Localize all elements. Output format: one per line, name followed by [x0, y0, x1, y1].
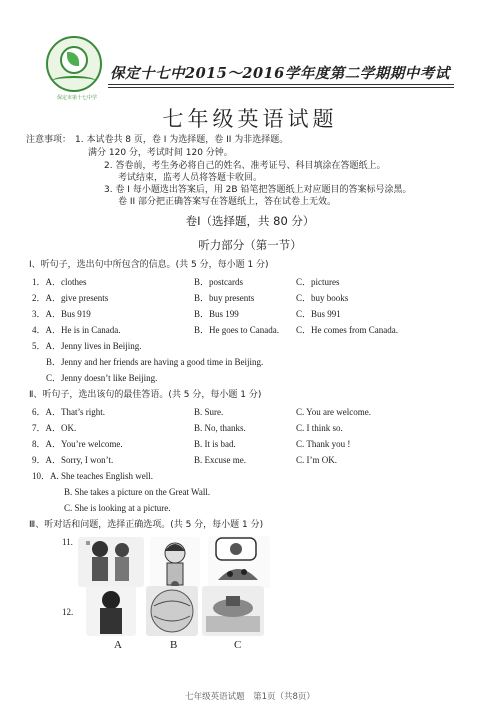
- q12-label-a: A: [114, 639, 122, 651]
- q8-option-c: C. Thank you !: [296, 439, 351, 449]
- q7-option-c: C. I think so.: [296, 423, 343, 433]
- q9-option-c: C. I’m OK.: [296, 455, 337, 465]
- school-exam-header: 保定十七中2015～2016学年度第二学期期中考试: [110, 65, 450, 82]
- note-1: 1. 本试卷共 8 页，卷 I 为选择题，卷 II 为非选择题。: [75, 135, 289, 145]
- q11-image-c: [208, 536, 270, 588]
- part2-instruction: Ⅱ、听句子，选出该句的最佳答语。(共 5 分，每小题 1 分): [29, 390, 262, 400]
- q1-option-c: C．pictures: [296, 277, 340, 287]
- q10-option-b: B. She takes a picture on the Great Wall.: [64, 487, 211, 497]
- q9-option-b: B. Excuse me.: [194, 455, 246, 465]
- q7-option-b: B. No, thanks.: [194, 423, 246, 433]
- exam-title: 七年级英语试题: [162, 107, 338, 131]
- q12-label-c: C: [234, 639, 242, 651]
- q5-option-b: B．Jenny and her friends are having a good time in Beijing.: [46, 357, 264, 367]
- q3-option-a: 3．A．Bus 919: [32, 309, 91, 319]
- note-1b: 满分 120 分，考试时间 120 分钟。: [88, 148, 233, 158]
- q6-option-b: B. Sure.: [194, 407, 224, 417]
- note-2b: 考试结束，监考人员将答题卡收回。: [118, 173, 263, 183]
- q6-option-a: 6．A．That’s right.: [32, 407, 105, 417]
- q3-option-b: B．Bus 199: [194, 309, 239, 319]
- q11-image-a: [78, 537, 144, 587]
- part3-instruction: Ⅲ、听对话和问题，选择正确选项。(共 5 分，每小题 1 分): [29, 520, 264, 530]
- q5-option-a: 5．A．Jenny lives in Beijing.: [32, 341, 142, 351]
- q5-option-c: C．Jenny doesn’t like Beijing.: [46, 373, 158, 383]
- header-rule-thin: [108, 87, 454, 88]
- part1-instruction: Ⅰ、听句子，选出句中所包含的信息。(共 5 分，每小题 1 分): [29, 260, 269, 270]
- q12-image-a: [86, 586, 136, 636]
- q12-image-b: [146, 586, 198, 636]
- q6-option-c: C. You are welcome.: [296, 407, 371, 417]
- note-2: 2. 答卷前，考生务必将自己的姓名、准考证号、科目填涂在答题纸上。: [104, 161, 386, 171]
- q3-option-c: C．Bus 991: [296, 309, 341, 319]
- q9-option-a: 9．A．Sorry, I won’t.: [32, 455, 114, 465]
- q1-option-b: B．postcards: [194, 277, 243, 287]
- q2-option-c: C．buy books: [296, 293, 349, 303]
- q11-number: 11.: [62, 537, 73, 547]
- q2-option-b: B．buy presents: [194, 293, 255, 303]
- header-rule: [108, 84, 454, 85]
- q11-image-b: [150, 537, 200, 589]
- q8-option-b: B. It is bad.: [194, 439, 236, 449]
- q10-option-c: C. She is looking at a picture.: [64, 503, 171, 513]
- q4-option-a: 4．A．He is in Canada.: [32, 325, 121, 335]
- q7-option-a: 7．A．OK.: [32, 423, 77, 433]
- q1-option-a: 1．A．clothes: [32, 277, 87, 287]
- q12-image-c: [202, 586, 264, 636]
- school-logo: [46, 36, 102, 92]
- note-3b: 卷 II 部分把正确答案写在答题纸上，答在试卷上无效。: [118, 197, 337, 207]
- logo-ring: [52, 76, 96, 86]
- notes-label: 注意事项：: [26, 135, 72, 145]
- q2-option-a: 2．A．give presents: [32, 293, 109, 303]
- listening-title: 听力部分（第一节）: [198, 238, 302, 252]
- section-title: 卷Ⅰ（选择题，共 80 分）: [185, 214, 315, 228]
- page-footer: 七年级英语试题 第1页（共8页）: [185, 692, 315, 702]
- q4-option-c: C．He comes from Canada.: [296, 325, 398, 335]
- q12-label-b: B: [170, 639, 178, 651]
- q8-option-a: 8．A．You’re welcome.: [32, 439, 123, 449]
- q10-option-a: 10．A. She teaches English well.: [32, 471, 153, 481]
- q12-number: 12.: [62, 607, 74, 617]
- note-3: 3. 卷 I 每小题选出答案后，用 2B 铅笔把答题纸上对应题目的答案标号涂黑。: [104, 185, 412, 195]
- logo-text: 保定市第十七中学: [56, 95, 97, 101]
- q4-option-b: B．He goes to Canada.: [194, 325, 279, 335]
